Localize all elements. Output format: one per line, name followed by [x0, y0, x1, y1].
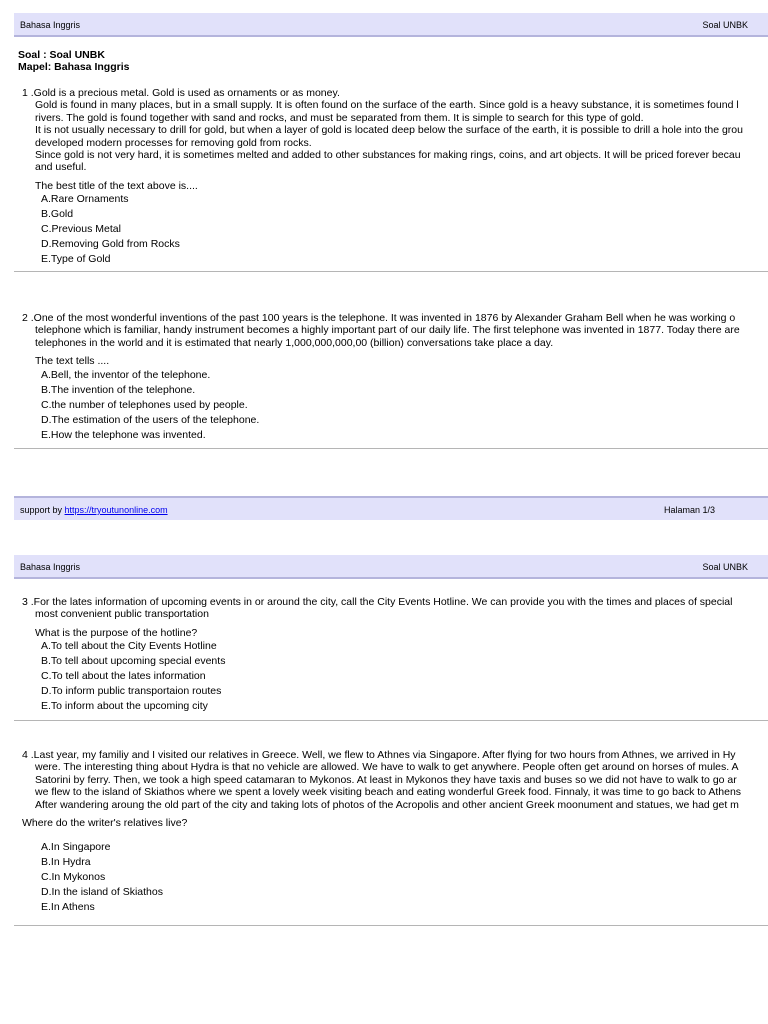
q3-option-d[interactable]: D.To inform public transportaion routes: [41, 685, 222, 698]
q4-option-b[interactable]: B.In Hydra: [41, 856, 91, 869]
q3-option-b[interactable]: B.To tell about upcoming special events: [41, 655, 226, 668]
q1-line: developed modern processes for removing gold from rocks.: [35, 136, 312, 149]
question-2: [22, 312, 768, 443]
q1-line: rivers. The gold is found together with sand and rocks, and must be separated from them. It is simple to search for this type of gold.: [35, 111, 644, 124]
q4-option-d[interactable]: D.In the island of Skiathos: [41, 886, 163, 899]
q2-option-e[interactable]: E.How the telephone was invented.: [41, 428, 206, 441]
divider: [14, 925, 768, 926]
q4-line: Satorini by ferry. Then, we took a high speed catamaran to Mykonos. At least in Mykonos they have taxis and buses so we did not have to walk to go ar: [35, 773, 737, 786]
q1-line: Since gold is not very hard, it is sometimes melted and added to other substances for making rings, coins, and art objects. It will be priced forever becau: [35, 149, 741, 162]
question-1: [22, 87, 768, 267]
q4-line: were. The interesting thing about Hydra is that no vehicle are allowed. We have to walk to get anywhere. People often get around on horses of mules. A: [35, 761, 739, 774]
q1-option-a[interactable]: A.Rare Ornaments: [41, 193, 129, 206]
q1-line: and useful.: [35, 161, 87, 174]
q3-option-c[interactable]: C.To tell about the lates information: [41, 670, 206, 683]
q4-line: 4 .Last year, my familiy and I visited our relatives in Greece. Well, we flew to Athnes via Singapore. After flying for two hours from Athnes, we arrived in Hy: [22, 749, 736, 761]
q1-option-d[interactable]: D.Removing Gold from Rocks: [41, 238, 180, 251]
q2-question: The text tells ....: [35, 355, 110, 368]
q2-option-c[interactable]: C.the number of telephones used by people.: [41, 398, 248, 411]
q4-option-a[interactable]: A.In Singapore: [41, 841, 111, 854]
divider: [14, 448, 768, 449]
q2-line: telephones in the world and it is estimated that nearly 1,000,000,000,00 (billion) conversations take place a day.: [35, 336, 554, 349]
q3-option-e[interactable]: E.To inform about the upcoming city: [41, 700, 208, 713]
support-link[interactable]: https://tryoutunonline.com: [64, 505, 168, 515]
q1-line: Gold is found in many places, but in a small supply. It is often found on the surface of the earth. Since gold is a heavy substance, it is sometimes found l: [35, 99, 739, 112]
mapel-title: Mapel: Bahasa Inggris: [18, 61, 130, 74]
q2-line: 2 .One of the most wonderful inventions of the past 100 years is the telephone. It was invented in 1876 by Alexander Graham Bell when he was working o: [22, 312, 736, 324]
question-3: [22, 596, 768, 714]
q2-option-b[interactable]: B.The invention of the telephone.: [41, 383, 196, 396]
q1-line: 1 .Gold is a precious metal. Gold is used as ornaments or as money.: [22, 87, 340, 99]
q2-option-d[interactable]: D.The estimation of the users of the telephone.: [41, 413, 260, 426]
page1-footer: [14, 496, 768, 520]
q1-option-b[interactable]: B.Gold: [41, 208, 74, 221]
divider: [14, 271, 768, 272]
divider: [14, 720, 768, 721]
page2-header: [14, 555, 768, 579]
question-4: [22, 749, 768, 915]
header-subject: Bahasa Inggris: [20, 562, 81, 572]
q2-line: telephone which is familiar, handy instrument becomes a highly important part of our daily life. The first telephone was invented in 1877. Today there are: [35, 324, 740, 337]
q4-line: After wandering aroung the old part of the city and taking lots of photos of the Acropolis and other ancient Greek moonument and statues, we had get m: [35, 798, 739, 811]
page1-header: [14, 13, 768, 37]
q3-option-a[interactable]: A.To tell about the City Events Hotline: [41, 640, 217, 653]
q4-option-c[interactable]: C.In Mykonos: [41, 871, 106, 884]
q1-option-e[interactable]: E.Type of Gold: [41, 253, 111, 266]
exam-meta: [18, 49, 129, 74]
q1-line: It is not usually necessary to drill for gold, but when a layer of gold is located deep below the surface of the earth, it is possible to drill a hole into the grou: [35, 124, 743, 137]
support-text: support by https://tryoutunonline.com: [20, 505, 168, 515]
q4-question: Where do the writer's relatives live?: [22, 817, 188, 830]
q4-option-e[interactable]: E.In Athens: [41, 901, 95, 914]
q3-line: 3 .For the lates information of upcoming events in or around the city, call the City Events Hotline. We can provide you with the times and places of special: [22, 596, 733, 608]
header-exam: Soal UNBK: [702, 562, 748, 572]
page-number: Halaman 1/3: [663, 505, 715, 515]
q3-line: most convenient public transportation: [35, 608, 209, 621]
q4-line: we flew to the island of Skiathos where we spent a lovely week visiting beach and eating wonderful Greek food. Finnaly, it was time to go back to Athens: [35, 786, 742, 799]
q2-option-a[interactable]: A.Bell, the inventor of the telephone.: [41, 368, 211, 381]
soal-title: Soal : Soal UNBK: [18, 49, 105, 61]
header-exam: Soal UNBK: [702, 20, 748, 30]
q3-question: What is the purpose of the hotline?: [35, 626, 198, 639]
q1-option-c[interactable]: C.Previous Metal: [41, 223, 121, 236]
header-subject: Bahasa Inggris: [20, 20, 81, 30]
q1-question: The best title of the text above is....: [35, 179, 198, 192]
